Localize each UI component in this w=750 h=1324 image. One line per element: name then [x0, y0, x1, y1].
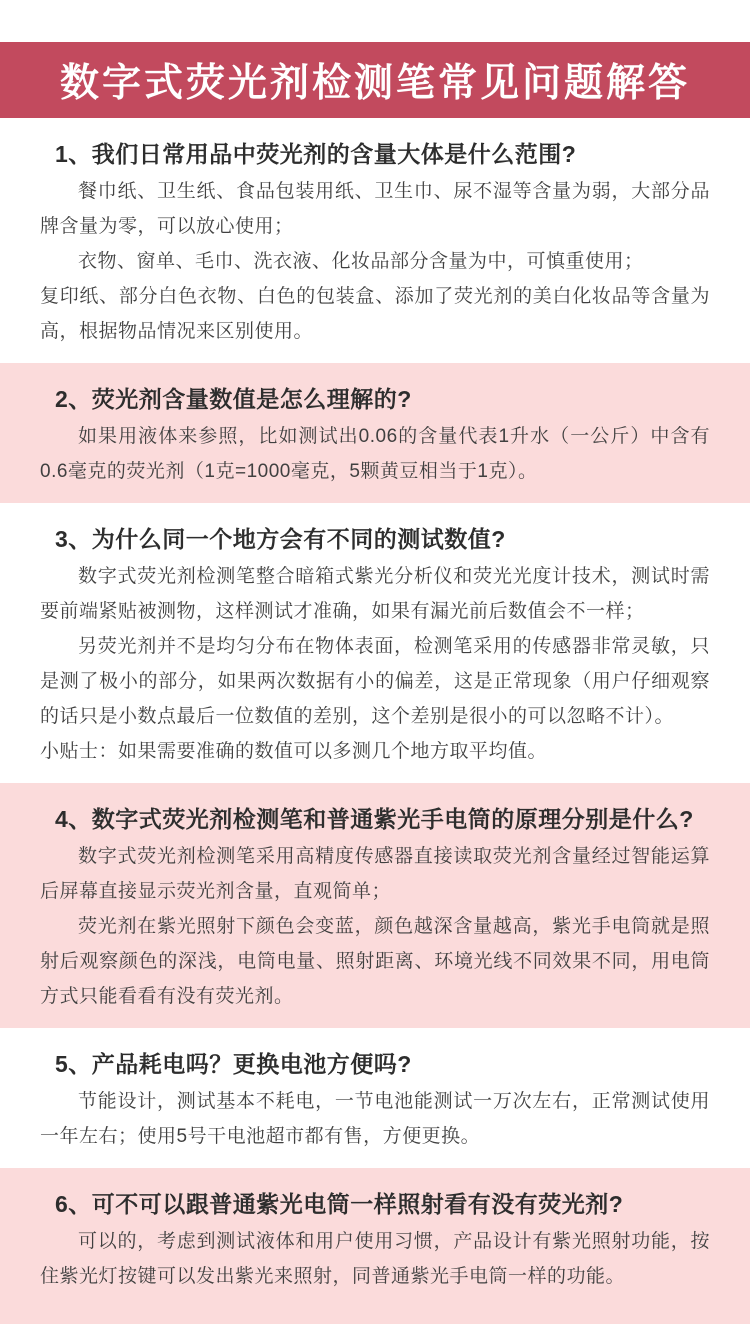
answer-paragraph: 可以的，考虑到测试液体和用户使用习惯，产品设计有紫光照射功能，按住紫光灯按键可以发出紫光来照射，同普通紫光手电筒一样的功能。 — [40, 1231, 710, 1287]
question-heading: 5、产品耗电吗？更换电池方便吗? — [55, 1051, 412, 1077]
answer-paragraph: 复印纸、部分白色衣物、白色的包装盒、添加了荧光剂的美白化妆品等含量为高，根据物品情况来区别使用。 — [40, 286, 710, 342]
answer-paragraph: 数字式荧光剂检测笔采用高精度传感器直接读取荧光剂含量经过智能运算后屏幕直接显示荧光剂含量，直观简单； — [40, 846, 710, 902]
question-heading: 3、为什么同一个地方会有不同的测试数值? — [55, 526, 506, 552]
page-title: 数字式荧光剂检测笔常见问题解答 — [59, 62, 690, 105]
question-heading: 4、数字式荧光剂检测笔和普通紫光手电筒的原理分别是什么? — [55, 806, 694, 832]
answer-paragraph: 餐巾纸、卫生纸、食品包装用纸、卫生巾、尿不湿等含量为弱，大部分品牌含量为零，可以放心使用； — [40, 181, 710, 237]
faq-section-3 — [0, 503, 750, 783]
answer-paragraph: 衣物、窗单、毛巾、洗衣液、化妆品部分含量为中，可慎重使用； — [78, 251, 644, 272]
answer-paragraph: 小贴士：如果需要准确的数值可以多测几个地方取平均值。 — [40, 741, 548, 762]
faq-section-5 — [0, 1028, 750, 1168]
question-heading: 6、可不可以跟普通紫光电筒一样照射看有没有荧光剂? — [55, 1191, 624, 1217]
answer-paragraph: 节能设计，测试基本不耗电，一节电池能测试一万次左右，正常测试使用一年左右；使用5号干电池超市都有售，方便更换。 — [40, 1091, 710, 1147]
title-banner — [0, 42, 750, 118]
answer-paragraph: 荧光剂在紫光照射下颜色会变蓝，颜色越深含量越高，紫光手电筒就是照射后观察颜色的深浅，电筒电量、照射距离、环境光线不同效果不同，用电筒方式只能看看有没有荧光剂。 — [40, 916, 710, 1007]
faq-section-2 — [0, 363, 750, 503]
question-heading: 2、荧光剂含量数值是怎么理解的? — [55, 386, 412, 412]
answer-paragraph: 数字式荧光剂检测笔整合暗箱式紫光分析仪和荧光光度计技术，测试时需要前端紧贴被测物，这样测试才准确，如果有漏光前后数值会不一样； — [40, 566, 710, 622]
faq-section-6 — [0, 1168, 750, 1324]
answer-paragraph: 另荧光剂并不是均匀分布在物体表面，检测笔采用的传感器非常灵敏，只是测了极小的部分，如果两次数据有小的偏差，这是正常现象（用户仔细观察的话只是小数点最后一位数值的差别，这个差别是很小的可以忽略不计）。 — [40, 636, 710, 727]
answer-paragraph: 如果用液体来参照，比如测试出0.06的含量代表1升水（一公斤）中含有0.6毫克的荧光剂（1克=1000毫克，5颗黄豆相当于1克）。 — [40, 426, 710, 482]
top-white-margin — [0, 0, 750, 42]
question-heading: 1、我们日常用品中荧光剂的含量大体是什么范围? — [55, 141, 577, 167]
faq-section-1 — [0, 118, 750, 363]
faq-section-4 — [0, 783, 750, 1028]
